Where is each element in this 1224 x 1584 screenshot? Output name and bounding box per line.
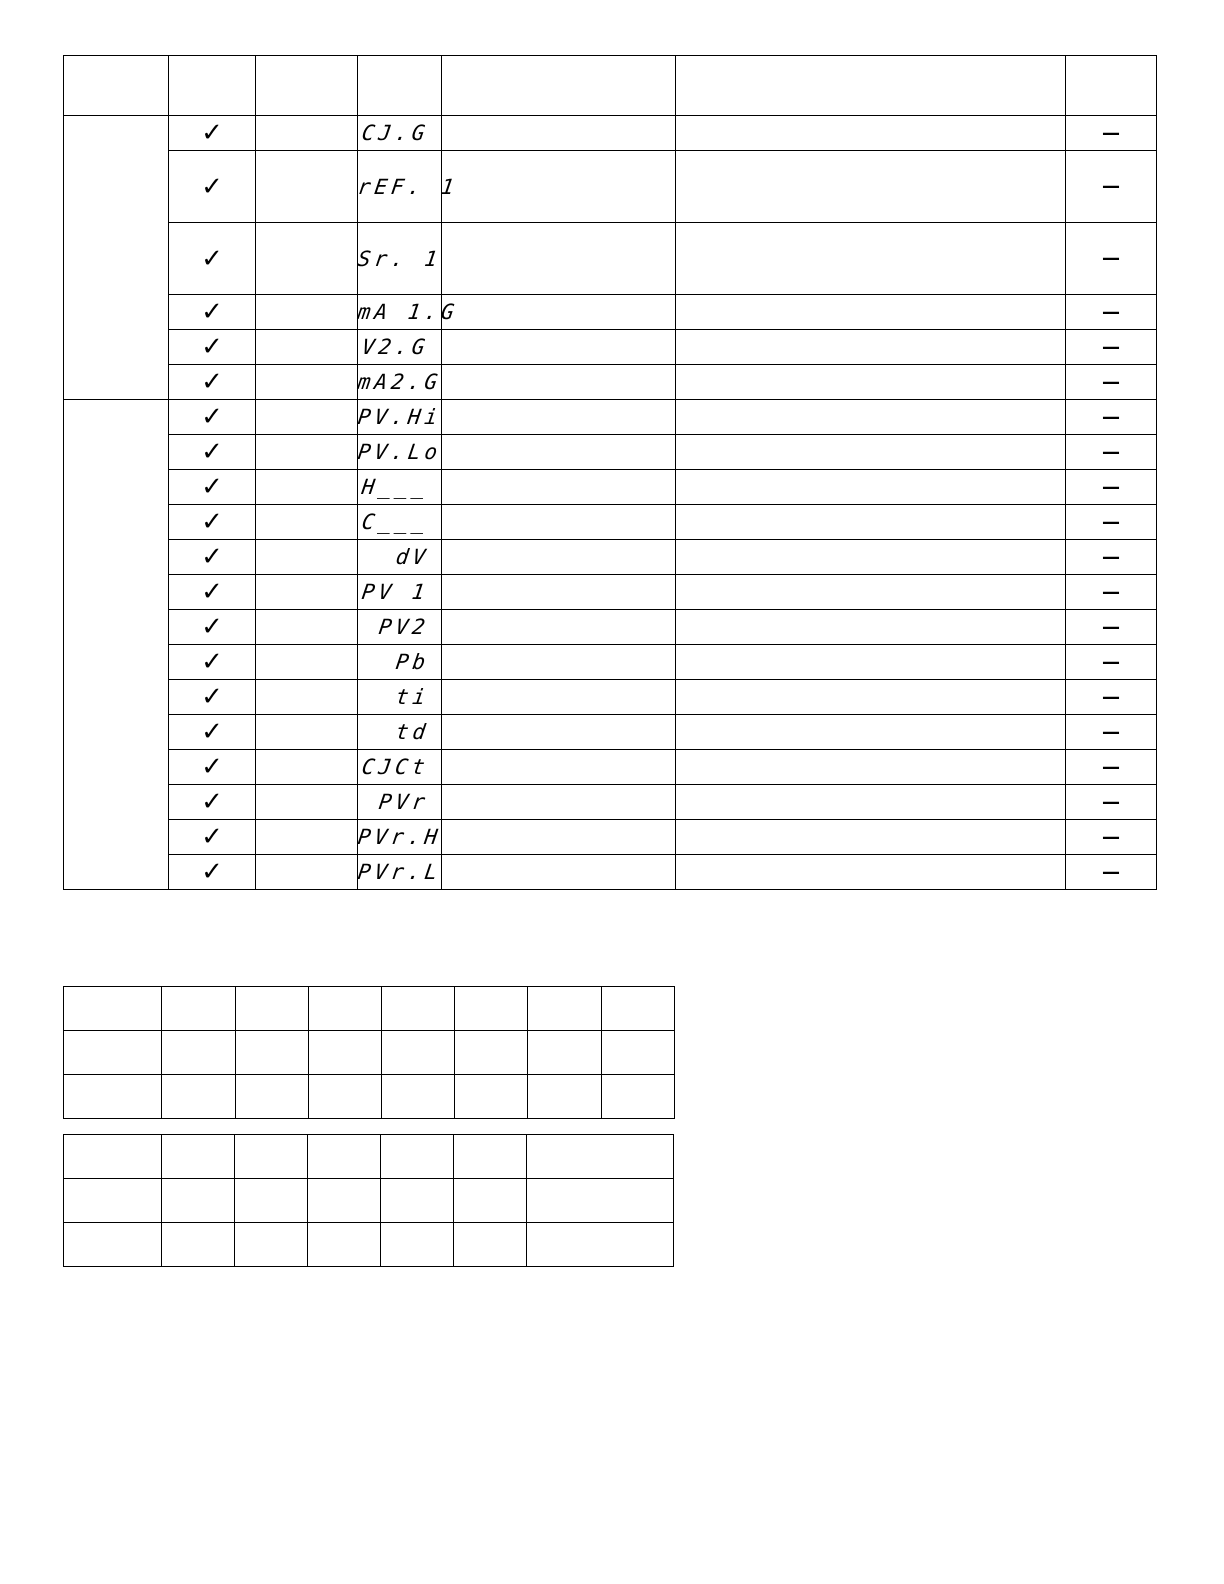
limit-dash: — <box>1066 151 1157 223</box>
table-cell <box>676 295 1066 330</box>
table-row <box>64 785 1157 820</box>
table-cell <box>676 116 1066 151</box>
table-cell <box>676 470 1066 505</box>
table-cell <box>381 1179 454 1223</box>
limit-dash: — <box>1066 540 1157 575</box>
display-code: ti <box>358 680 442 715</box>
table-cell <box>64 1179 162 1223</box>
table-cell <box>442 680 676 715</box>
table-cell <box>676 610 1066 645</box>
table-cell <box>308 1135 381 1179</box>
limit-dash: — <box>1066 295 1157 330</box>
table-cell <box>528 1031 601 1075</box>
check-icon: ✓ <box>169 575 256 610</box>
table-row <box>64 575 1157 610</box>
table-row <box>64 470 1157 505</box>
display-code: PV 1 <box>358 575 442 610</box>
limit-dash: — <box>1066 715 1157 750</box>
table-row <box>64 715 1157 750</box>
table-cell <box>528 987 601 1031</box>
table-cell <box>528 1075 601 1119</box>
table-cell <box>442 785 676 820</box>
check-icon: ✓ <box>169 855 256 890</box>
parameter-table <box>63 55 1157 890</box>
table-cell <box>382 987 455 1031</box>
table-cell <box>235 1223 308 1267</box>
display-code: PV.Lo <box>358 435 442 470</box>
table-row <box>64 151 1157 223</box>
table-cell <box>676 435 1066 470</box>
table-cell <box>382 1075 455 1119</box>
check-icon: ✓ <box>169 680 256 715</box>
table-cell <box>162 1031 235 1075</box>
check-icon: ✓ <box>169 400 256 435</box>
table-cell <box>64 1135 162 1179</box>
table-cell <box>308 1031 381 1075</box>
table-row <box>64 330 1157 365</box>
table-row <box>64 400 1157 435</box>
display-code: PVr <box>358 785 442 820</box>
table-cell <box>308 1179 381 1223</box>
table-cell <box>256 505 358 540</box>
table-row <box>64 680 1157 715</box>
table-cell <box>455 1075 528 1119</box>
display-code: H___ <box>358 470 442 505</box>
table-cell <box>256 820 358 855</box>
check-icon: ✓ <box>169 610 256 645</box>
check-icon: ✓ <box>169 820 256 855</box>
table-row <box>64 435 1157 470</box>
table-cell <box>527 1179 674 1223</box>
table-cell <box>256 223 358 295</box>
table-cell <box>442 295 676 330</box>
header-cell <box>1066 56 1157 116</box>
table-row <box>64 1135 674 1179</box>
display-code: PVr.H <box>358 820 442 855</box>
check-icon: ✓ <box>169 750 256 785</box>
table-cell <box>442 750 676 785</box>
table-cell <box>256 116 358 151</box>
table-row <box>64 1075 675 1119</box>
table-cell <box>442 855 676 890</box>
display-code: dV <box>358 540 442 575</box>
table-cell <box>676 540 1066 575</box>
table-cell <box>256 680 358 715</box>
check-icon: ✓ <box>169 223 256 295</box>
table-cell <box>256 785 358 820</box>
table-cell <box>676 330 1066 365</box>
table-cell <box>235 1031 308 1075</box>
table-cell <box>601 1075 674 1119</box>
table-cell <box>256 330 358 365</box>
check-icon: ✓ <box>169 365 256 400</box>
table-cell <box>162 1075 235 1119</box>
table-cell <box>442 151 676 223</box>
table-cell <box>256 750 358 785</box>
check-icon: ✓ <box>169 330 256 365</box>
display-code: rEF. 1 <box>358 151 442 223</box>
table-cell <box>454 1135 527 1179</box>
display-code: C___ <box>358 505 442 540</box>
table-cell <box>676 365 1066 400</box>
limit-dash: — <box>1066 505 1157 540</box>
table-cell <box>442 610 676 645</box>
table-cell <box>162 987 235 1031</box>
table-cell <box>455 1031 528 1075</box>
table-cell <box>308 1075 381 1119</box>
table-row <box>64 1031 675 1075</box>
display-code: Pb <box>358 645 442 680</box>
limit-dash: — <box>1066 116 1157 151</box>
display-code: mA 1.G <box>358 295 442 330</box>
table-row <box>64 820 1157 855</box>
group-cell <box>64 116 169 400</box>
table-cell <box>64 1031 162 1075</box>
check-icon: ✓ <box>169 470 256 505</box>
check-icon: ✓ <box>169 540 256 575</box>
table-cell <box>676 750 1066 785</box>
limit-dash: — <box>1066 400 1157 435</box>
table-row <box>64 116 1157 151</box>
limit-dash: — <box>1066 610 1157 645</box>
display-code: V2.G <box>358 330 442 365</box>
check-icon: ✓ <box>169 715 256 750</box>
table-cell <box>162 1223 235 1267</box>
limit-dash: — <box>1066 365 1157 400</box>
table-cell <box>442 715 676 750</box>
table-cell <box>676 855 1066 890</box>
table-cell <box>442 400 676 435</box>
table-cell <box>676 680 1066 715</box>
check-icon: ✓ <box>169 116 256 151</box>
table-row <box>64 855 1157 890</box>
empty-grid-a <box>63 986 675 1119</box>
table-cell <box>64 1075 162 1119</box>
header-cell <box>676 56 1066 116</box>
table-cell <box>308 987 381 1031</box>
table-cell <box>381 1223 454 1267</box>
table-cell <box>256 470 358 505</box>
table-row <box>64 645 1157 680</box>
table-cell <box>676 820 1066 855</box>
table-row <box>64 1223 674 1267</box>
table-cell <box>308 1223 381 1267</box>
check-icon: ✓ <box>169 151 256 223</box>
display-code: PVr.L <box>358 855 442 890</box>
table-row <box>64 505 1157 540</box>
empty-grid-b <box>63 1134 674 1267</box>
table-row <box>64 295 1157 330</box>
table-header-row <box>64 56 1157 116</box>
table-cell <box>527 1223 674 1267</box>
table-cell <box>676 645 1066 680</box>
table-row <box>64 987 675 1031</box>
display-code: PV.Hi <box>358 400 442 435</box>
check-icon: ✓ <box>169 645 256 680</box>
table-cell <box>256 575 358 610</box>
limit-dash: — <box>1066 470 1157 505</box>
limit-dash: — <box>1066 223 1157 295</box>
limit-dash: — <box>1066 785 1157 820</box>
header-cell <box>442 56 676 116</box>
table-cell <box>442 330 676 365</box>
table-cell <box>442 435 676 470</box>
header-cell <box>358 56 442 116</box>
table-cell <box>256 645 358 680</box>
header-cell <box>169 56 256 116</box>
table-cell <box>455 987 528 1031</box>
table-cell <box>256 715 358 750</box>
table-row <box>64 750 1157 785</box>
table-cell <box>676 715 1066 750</box>
table-cell <box>676 575 1066 610</box>
table-cell <box>235 987 308 1031</box>
check-icon: ✓ <box>169 435 256 470</box>
group-cell <box>64 400 169 890</box>
table-cell <box>162 1179 235 1223</box>
limit-dash: — <box>1066 820 1157 855</box>
table-cell <box>256 855 358 890</box>
table-cell <box>162 1135 235 1179</box>
display-code: mA2.G <box>358 365 442 400</box>
check-icon: ✓ <box>169 785 256 820</box>
limit-dash: — <box>1066 575 1157 610</box>
table-row <box>64 223 1157 295</box>
table-cell <box>381 1135 454 1179</box>
header-cell <box>256 56 358 116</box>
table-cell <box>442 820 676 855</box>
display-code: Sr. 1 <box>358 223 442 295</box>
table-row <box>64 610 1157 645</box>
table-cell <box>676 785 1066 820</box>
limit-dash: — <box>1066 330 1157 365</box>
table-cell <box>235 1075 308 1119</box>
table-cell <box>235 1179 308 1223</box>
table-cell <box>256 365 358 400</box>
table-row <box>64 1179 674 1223</box>
check-icon: ✓ <box>169 295 256 330</box>
limit-dash: — <box>1066 855 1157 890</box>
table-cell <box>442 470 676 505</box>
table-cell <box>382 1031 455 1075</box>
table-cell <box>454 1179 527 1223</box>
table-cell <box>676 400 1066 435</box>
table-cell <box>601 987 674 1031</box>
table-cell <box>256 435 358 470</box>
table-cell <box>442 223 676 295</box>
limit-dash: — <box>1066 680 1157 715</box>
table-cell <box>442 540 676 575</box>
header-cell <box>64 56 169 116</box>
table-cell <box>527 1135 674 1179</box>
table-cell <box>256 295 358 330</box>
table-cell <box>64 987 162 1031</box>
table-row <box>64 540 1157 575</box>
table-cell <box>256 540 358 575</box>
table-cell <box>676 151 1066 223</box>
table-cell <box>442 365 676 400</box>
display-code: td <box>358 715 442 750</box>
table-cell <box>442 505 676 540</box>
display-code: PV2 <box>358 610 442 645</box>
table-cell <box>676 223 1066 295</box>
limit-dash: — <box>1066 435 1157 470</box>
table-cell <box>235 1135 308 1179</box>
table-cell <box>442 645 676 680</box>
table-cell <box>256 400 358 435</box>
check-icon: ✓ <box>169 505 256 540</box>
table-cell <box>256 610 358 645</box>
limit-dash: — <box>1066 750 1157 785</box>
table-cell <box>676 505 1066 540</box>
table-cell <box>442 116 676 151</box>
display-code: CJ.G <box>358 116 442 151</box>
limit-dash: — <box>1066 645 1157 680</box>
table-cell <box>256 151 358 223</box>
display-code: CJCt <box>358 750 442 785</box>
table-row <box>64 365 1157 400</box>
table-cell <box>64 1223 162 1267</box>
table-cell <box>454 1223 527 1267</box>
table-cell <box>601 1031 674 1075</box>
table-cell <box>442 575 676 610</box>
